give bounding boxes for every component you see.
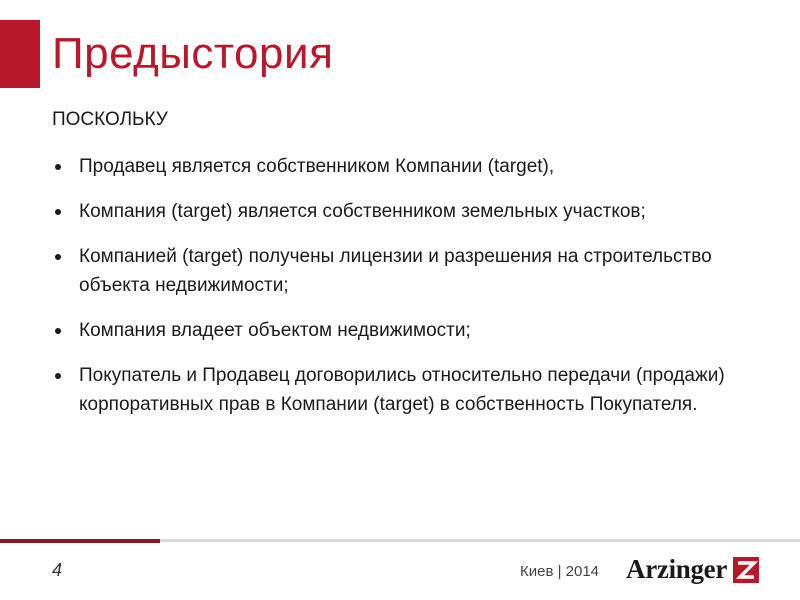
arzinger-logo (626, 554, 759, 585)
page-number: 4 (52, 560, 63, 580)
bullet-dot-icon (55, 254, 61, 260)
slide-subtitle: ПОСКОЛЬКУ (52, 109, 168, 130)
bullet-text: Продавец является собственником Компании (target), (79, 156, 555, 177)
bullet-text: Компанией (target) получены лицензии и разрешения на строительство объекта недвижимости; (79, 246, 712, 296)
bullet-item (52, 197, 752, 226)
footer-divider-accent (0, 539, 160, 543)
bullet-list (52, 152, 752, 435)
bullet-item (52, 242, 752, 300)
bullet-item (52, 361, 752, 419)
bullet-item (52, 316, 752, 345)
bullet-dot-icon (55, 164, 61, 170)
logo-text: Arzinger (626, 554, 728, 584)
bullet-text: Компания (target) является собственником земельных участков; (79, 201, 646, 222)
bullet-dot-icon (55, 328, 61, 334)
title-accent-bar (0, 20, 40, 88)
bullet-dot-icon (55, 373, 61, 379)
footer-location-year: Киев | 2014 (520, 563, 600, 580)
bullet-item (52, 152, 752, 181)
bullet-dot-icon (55, 209, 61, 215)
bullet-text: Компания владеет объектом недвижимости; (79, 320, 471, 341)
slide-title: Предыстория (52, 29, 334, 78)
bullet-text: Покупатель и Продавец договорились относительно передачи (продажи) корпоративных прав в Компании (target) в собственность Покупателя. (79, 365, 725, 415)
logo-mark-icon (733, 557, 759, 583)
